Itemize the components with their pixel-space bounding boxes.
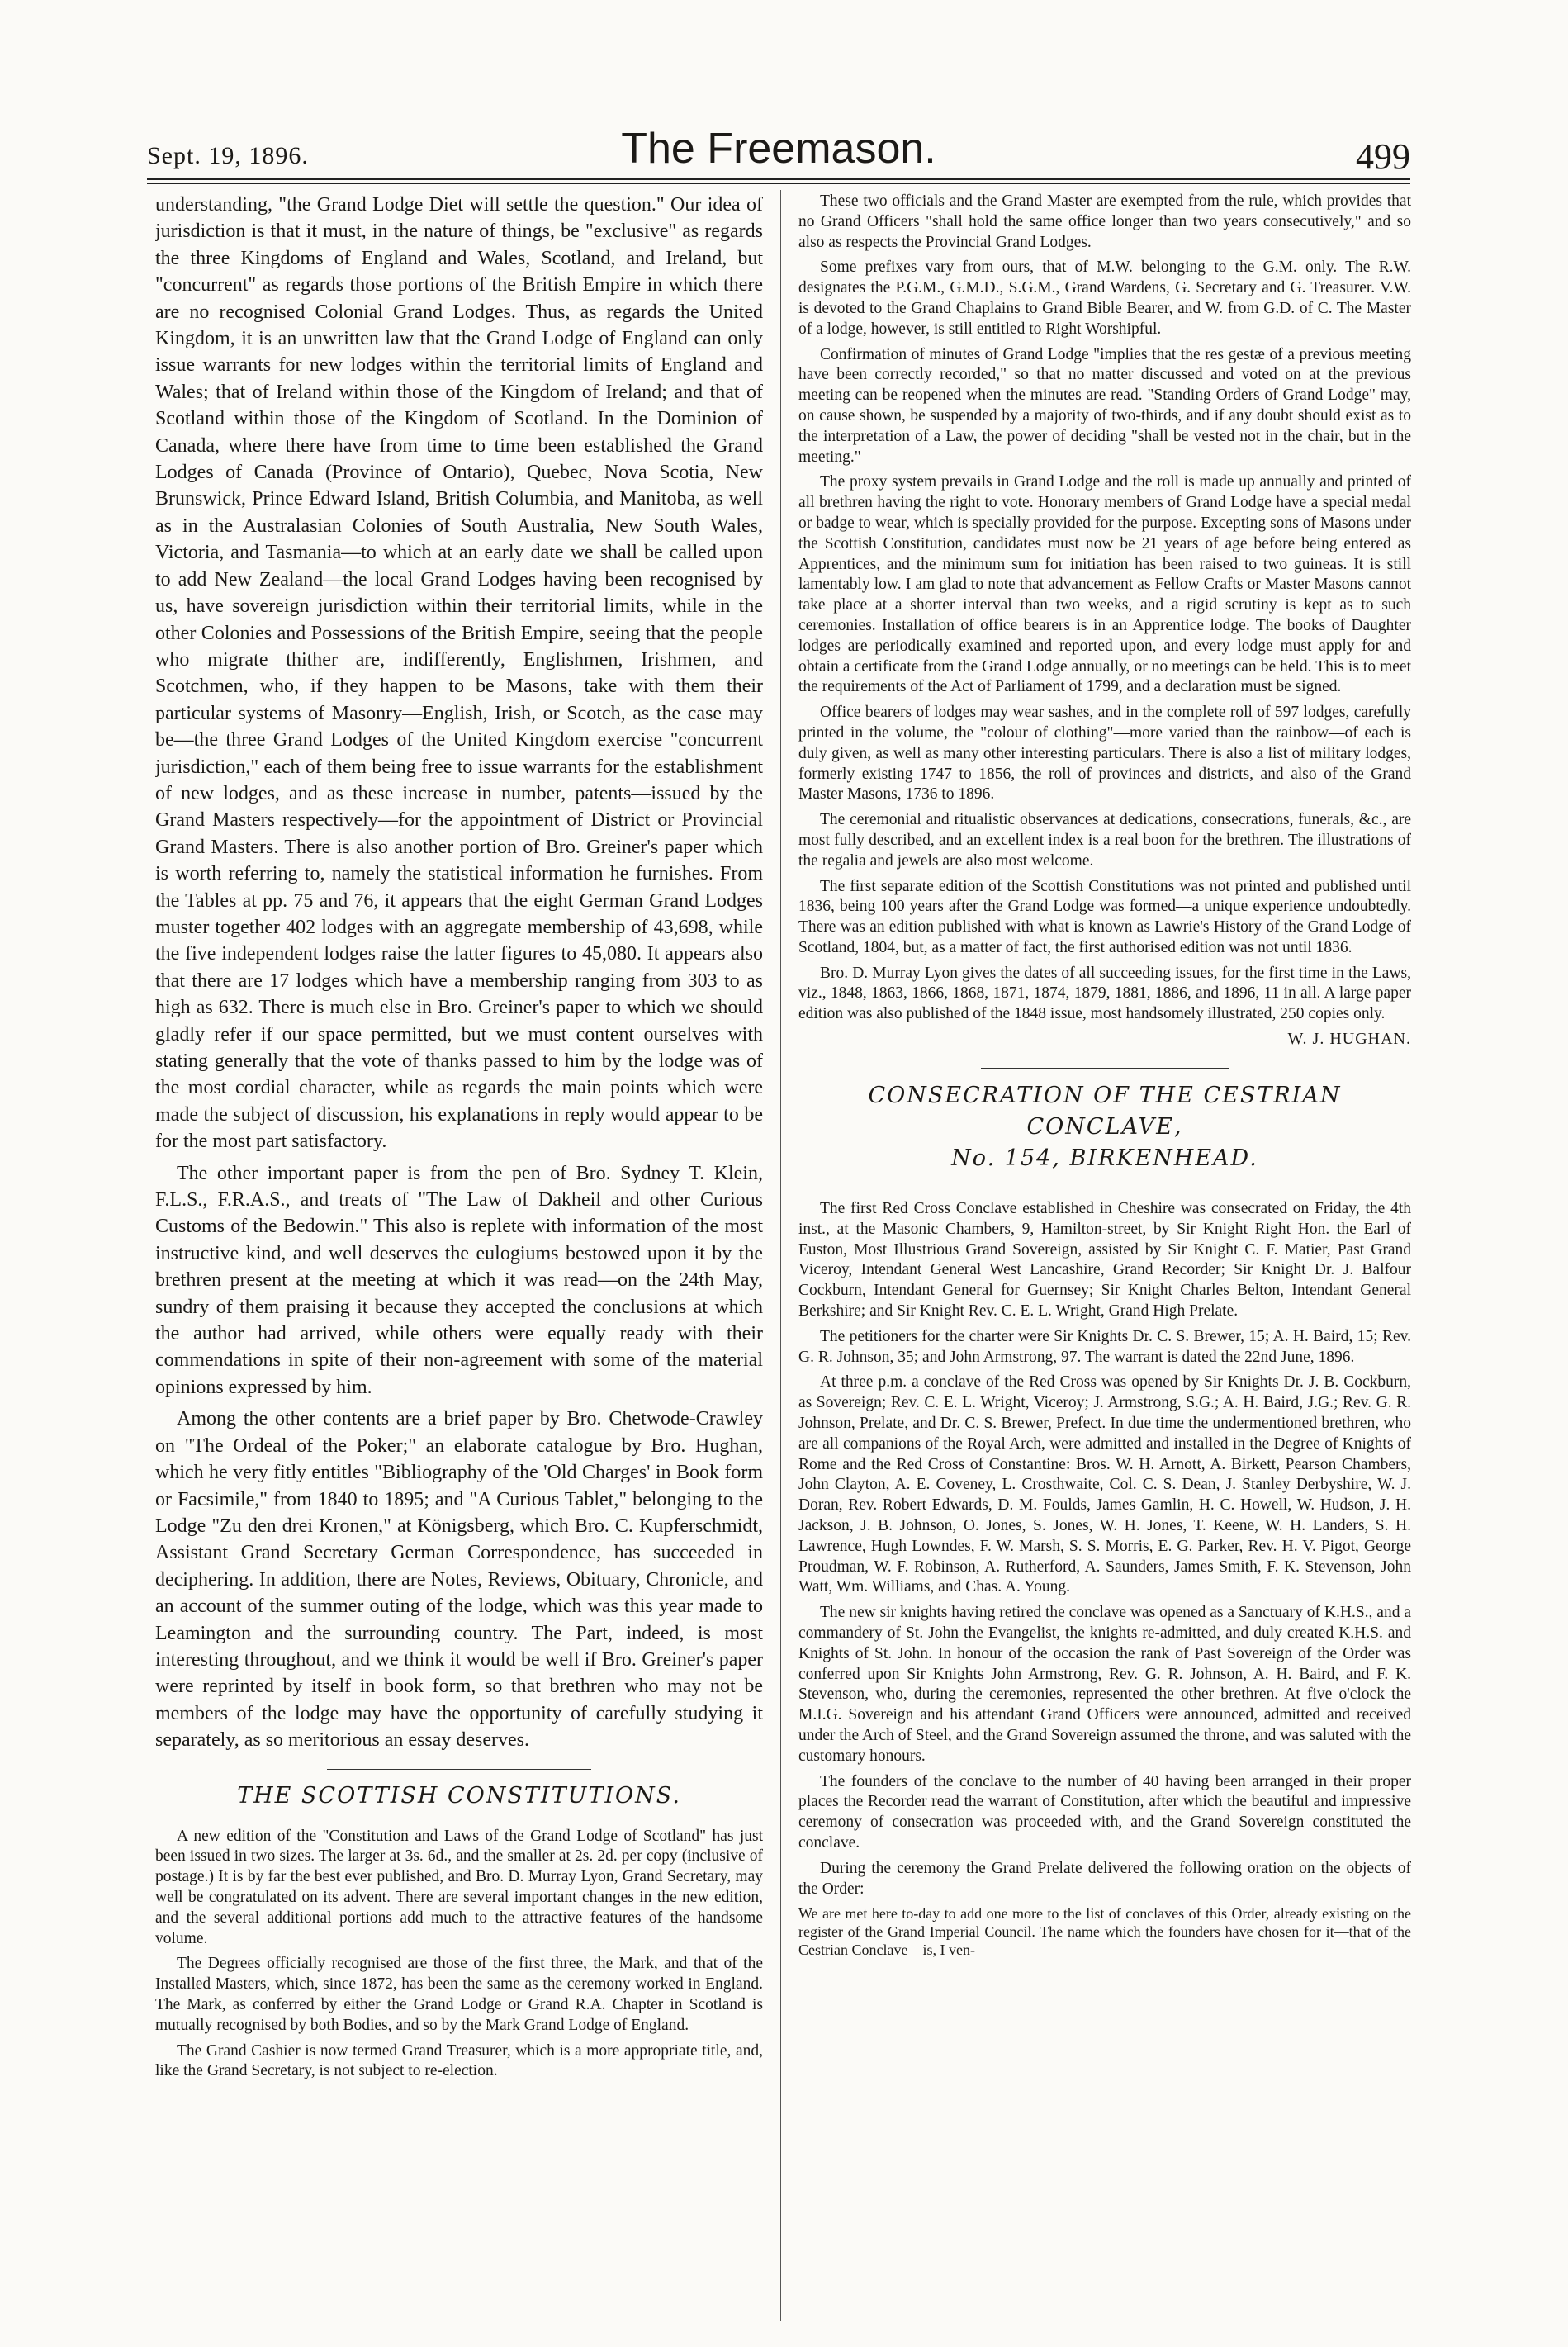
newspaper-title: The Freemason.: [621, 125, 936, 173]
right-column: [798, 192, 1411, 2322]
article-paragraph: The founders of the conclave to the number of 40 having been arranged in their proper places the Recorder read the warrant of Constitution, after which the beautiful and impressive ceremony of consecration was proceeded with, and the Grand Sovereign constituted the conclave.: [798, 1772, 1411, 1852]
article-paragraph: Some prefixes vary from ours, that of M.W. belonging to the G.M. only. The R.W. designates the P.G.M., G.M.D., S.G.M., Grand Wardens, G. Secretary and G. Treasurer. V.W. is devoted to the Grand Chaplains to Grand Bible Bearer, and W. from G.D. of C. The Master of a lodge, however, is still entitled to Right Worshipful.: [798, 258, 1411, 338]
article-paragraph: The proxy system prevails in Grand Lodge and the roll is made up annually and printed of all brethren having the right to vote. Honorary members of Grand Lodge have a special medal or badge to wear, which is specially provided for the purpose. Excepting sons of Masons under the Scottish Constitution, candidates must now be 21 years of age before being entered as Apprentices, and the minimum sum for initiation has been raised to two guineas. It is still lamentably low. I am glad to note that advancement as Fellow Crafts or Master Masons cannot take place at a shorter interval than two weeks, and a rigid scrutiny is kept as to such ceremonies. Installation of office bearers is in an Apprentice lodge. The books of Daughter lodges are periodically examined and reported upon, and every lodge must apply for and obtain a certificate from the Grand Lodge annually, or no meetings can be held. This is to meet the requirements of the Act of Parliament of 1799, and a declaration must be signed.: [798, 473, 1411, 696]
article-paragraph: The Grand Cashier is now termed Grand Treasurer, which is a more appropriate title, and, like the Grand Secretary, is not subject to re-election.: [155, 2041, 763, 2080]
article-paragraph: During the ceremony the Grand Prelate delivered the following oration on the objects of the Order:: [798, 1859, 1411, 1898]
section-rule-thin: [981, 1068, 1229, 1069]
article-paragraph: Office bearers of lodges may wear sashes, and in the complete roll of 597 lodges, carefully printed in the volume, the "colour of clothing"—more varied than the rainbow—of each is duly given, as well as many other interesting particulars. There is also a list of military lodges, formerly existing 1747 to 1856, the roll of provinces and districts, and also of the Grand Master Masons, 1736 to 1896.: [798, 704, 1411, 804]
scottish-constitutions-heading: THE SCOTTISH CONSTITUTIONS.: [237, 1782, 681, 1809]
article-paragraph: The petitioners for the charter were Sir Knights Dr. C. S. Brewer, 15; A. H. Baird, 15; Rev. G. R. Johnson, 35; and John Armstrong, 97. The warrant is dated the 22nd June, 1896.: [798, 1327, 1411, 1366]
page-number: 499: [1356, 136, 1410, 177]
masthead-rule: [147, 178, 1410, 180]
article-paragraph: The first Red Cross Conclave established in Cheshire was consecrated on Friday, the 4th inst., at the Masonic Chambers, 9, Hamilton-street, by Sir Knight Right Hon. the Earl of Euston, Most Illustrious Grand Sovereign, assisted by Sir Knight C. F. Matier, Past Grand Viceroy, Intendant General West Lancashire, Grand Recorder; Sir Knight Dr. J. Balfour Cockburn, Intendant General for Guernsey; Sir Knight Charles Belton, Intendant General Berkshire; and Sir Knight Rev. C. E. L. Wright, Grand High Prelate.: [798, 1200, 1411, 1320]
article-paragraph: The Degrees officially recognised are those of the first three, the Mark, and that of the Installed Masters, which, since 1872, has been the same as the ceremony worked in England. The Mark, as conferred by either the Grand Lodge or Grand R.A. Chapter in Scotland is mutually recognised by both Bodies, and so by the Mark Grand Lodge of England.: [155, 1955, 763, 2034]
article-paragraph: A new edition of the "Constitution and Laws of the Grand Lodge of Scotland" has just been issued in two sizes. The larger at 3s. 6d., and the smaller at 2s. 2d. per copy (inclusive of postage.) It is by far the best ever published, and Bro. D. Murray Lyon, Grand Secretary, may well be congratulated on its advent. There are several important changes in the new edition, and the several additional portions add much to the attractive features of the handsome volume.: [155, 1827, 763, 1947]
article-paragraph: Among the other contents are a brief paper by Bro. Chetwode-Crawley on "The Ordeal of the Poker;" an elaborate catalogue by Bro. Hughan, which he very fitly entitles "Bibliography of the 'Old Charges' in Book form or Facsimile," from 1840 to 1895; and "A Curious Tablet," belonging to the Lodge "Zu den drei Kronen," at Königsberg, which Bro. C. Kupferschmidt, Assistant Grand Secretary German Correspondence, has succeeded in deciphering. In addition, there are Notes, Reviews, Obituary, Chronicle, and an account of the summer outing of the lodge, which was this year made to Leamington and the surrounding country. The Part, indeed, is most interesting throughout, and we think it would be well if Bro. Greiner's paper were reprinted by itself in book form, so that brethren who may not be members of the lodge may have the opportunity of carefully studying it separately, as so meritorious an essay deserves.: [155, 1408, 763, 1752]
article-paragraph: Bro. D. Murray Lyon gives the dates of all succeeding issues, for the first time in the Laws, viz., 1848, 1863, 1866, 1868, 1871, 1874, 1879, 1881, 1886, and 1896, 11 in all. A large paper edition was also published of the 1848 issue, most handsomely illustrated, 250 copies only.: [798, 964, 1411, 1023]
article-paragraph: Confirmation of minutes of Grand Lodge "implies that the res gestæ of a previous meeting have been correctly recorded," so that no matter discussed and voted on at the previous meeting can be reopened when the minutes are read. "Standing Orders of Grand Lodge" may, on cause shown, be suspended by a majority of two-thirds, and if any doubt should exist as to the interpretation of a Law, the power of deciding "shall be vested not in the chair, but in the meeting.": [798, 345, 1411, 466]
issue-date: Sept. 19, 1896.: [147, 142, 309, 169]
article-paragraph: The first separate edition of the Scottish Constitutions was not printed and published until 1836, being 100 years after the Grand Lodge was formed—a unique experience undoubtedly. There was an edition published with what is known as Lawrie's History of the Grand Lodge of Scotland, 1804, but, as a matter of fact, the first authorised edition was not until 1836.: [798, 877, 1411, 956]
column-divider: [780, 190, 781, 2321]
masthead: [147, 124, 1410, 180]
oration-paragraph: We are met here to-day to add one more to the list of conclaves of this Order, already existing on the register of the Grand Imperial Council. The name which the founders have chosen for it—that of the Cestrian Conclave—is, I ven-: [798, 1905, 1411, 1959]
left-column: [155, 192, 763, 2322]
article-paragraph: At three p.m. a conclave of the Red Cross was opened by Sir Knights Dr. J. B. Cockburn, as Sovereign; Rev. C. E. L. Wright, Viceroy; J. Armstrong, S.G.; A. H. Baird, J.G.; Rev. G. R. Johnson, Prelate, and Dr. C. S. Brewer, Prefect. In due time the undermentioned brethren, who are all companions of the Royal Arch, were admitted and installed in the Degree of Knights of Rome and the Red Cross of Constantine: Bros. W. H. Arnott, A. Birkett, Pearson Chambers, John Clayton, A. E. Coveney, L. Crosthwaite, Col. C. S. Dean, J. Stanley Derbyshire, W. J. Doran, Rev. Robert Edwards, D. M. Foulds, James Gamlin, H. C. Howell, W. Hudson, J. H. Jackson, J. B. Johnson, O. Jones, S. Jones, W. H. Jones, T. Keene, W. H. Landers, S. H. Lawrence, Hugh Lowndes, F. W. Marsh, S. S. Morris, E. G. Parker, Rev. H. V. Pigot, George Proudman, W. F. Robinson, A. Rutherford, A. Saunders, James Smith, F. K. Stevenson, John Watt, Wm. Williams, and Chas. A. Young.: [798, 1373, 1411, 1596]
masthead-rule-thin: [147, 183, 1410, 184]
article-paragraph: The new sir knights having retired the conclave was opened as a Sanctuary of K.H.S., and a commandery of St. John the Evangelist, the knights re-admitted, and duly created K.H.S. and Knights of St. John. In honour of the occasion the rank of Past Sovereign of the Order was conferred upon Sir Knights John Armstrong, Rev. G. R. Johnson, A. H. Baird, and F. K. Stevenson, who, during the ceremonies, represented the other brethren. At five o'clock the M.I.G. Sovereign and his attendant Grand Officers were announced, admitted and received under the Arch of Steel, and the Grand Sovereign assumed the throne, and was saluted with the customary honours.: [798, 1604, 1411, 1765]
conclave-heading-line-2: No. 154, BIRKENHEAD.: [951, 1145, 1258, 1172]
article-paragraph: The ceremonial and ritualistic observances at dedications, consecrations, funerals, &c., are most fully described, and an excellent index is a real boon for the brethren. The illustrations of the regalia and jewels are also most welcome.: [798, 811, 1411, 870]
author-signature: W. J. HUGHAN.: [1287, 1030, 1411, 1049]
article-paragraph: These two officials and the Grand Master are exempted from the rule, which provides that no Grand Officers "shall hold the same office longer than two years consecutively," and so also as respects the Provincial Grand Lodges.: [798, 192, 1411, 251]
article-paragraph: The other important paper is from the pen of Bro. Sydney T. Klein, F.L.S., F.R.A.S., and treats of "The Law of Dakheil and other Curious Customs of the Bedowin." This also is replete with information of the most instructive kind, and well deserves the eulogiums bestowed upon it by the brethren present at the meeting at which it was read—on the 24th May, sundry of them praising it because they accepted the conclusions at which the author had arrived, while others were equally ready with their commendations in spite of their non-agreement with some of the material opinions expressed by him.: [155, 1162, 763, 1398]
conclave-heading-line-1: CONSECRATION OF THE CESTRIAN CONCLAVE,: [868, 1083, 1342, 1140]
conclave-heading: [798, 1080, 1411, 1174]
section-rule: [327, 1769, 591, 1770]
article-paragraph: understanding, "the Grand Lodge Diet will settle the question." Our idea of jurisdiction is that it must, in the nature of things, be "exclusive" as regards the three Kingdoms of England and Wales, Scotland, and Ireland, but "concurrent" as regards those portions of the British Empire in which there are no recognised Colonial Grand Lodges. Thus, as regards the United Kingdom, it is an unwritten law that the Grand Lodge of England can only issue warrants for new lodges within the territorial limits of England and Wales; that of Ireland within those of the Kingdom of Ireland; and that of Scotland within those of the Kingdom of Scotland. In the Dominion of Canada, where there have from time to time been established the Grand Lodges of Canada (Province of Ontario), Quebec, Nova Scotia, New Brunswick, Prince Edward Island, British Columbia, and Manitoba, as well as in the Australasian Colonies of South Australia, New South Wales, Victoria, and Tasmania—to which at an early date we shall be called upon to add New Zealand—the local Grand Lodges having been recognised by us, have sovereign jurisdiction within their territorial limits, while in the other Colonies and Possessions of the British Empire, seeing that the people who migrate thither are, indifferently, Englishmen, Irishmen, and Scotchmen, who, if they happen to be Masons, take with them their particular systems of Masonry—English, Irish, or Scotch, as the case may be—the three Grand Lodges of the United Kingdom exercise "concurrent jurisdiction," each of them being free to issue warrants for the establishment of new lodges, and as these increase in number, patents—issued by the Grand Masters respectively—for the appointment of District or Provincial Grand Masters. There is also another portion of Bro. Greiner's paper which is worth referring to, namely the statistical information he furnishes. From the Tables at pp. 75 and 76, it appears that the eight German Grand Lodges muster together 402 lodges with an aggregate membership of 43,698, while the five independent lodges raise the latter figures to 45,080. It appears also that there are 17 lodges which have a membership ranging from 303 to as high as 632. There is much else in Bro. Greiner's paper to which we should gladly refer if our space permitted, but we must content ourselves with stating generally that the vote of thanks passed to him by the lodge was of the most cordial character, while as regards the main points which were made the subject of discussion, his explanations in reply would appear to be for the most part satisfactory.: [155, 194, 763, 1153]
